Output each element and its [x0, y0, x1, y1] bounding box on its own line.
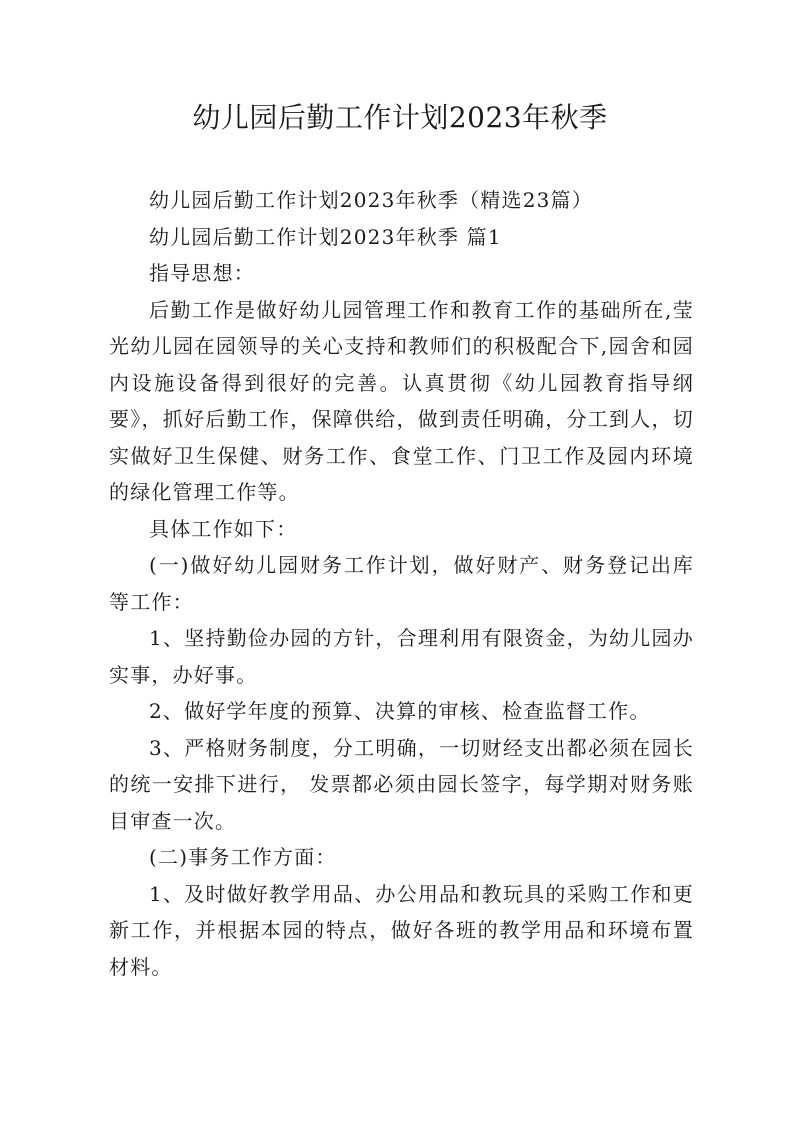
document-body [109, 182, 694, 985]
list-item: 3、严格财务制度，分工明确，一切财经支出都必须在园长的统一安排下进行， 发票都必须由园长签字，每学期对财务账目审查一次。 [109, 735, 694, 833]
guiding-thought-heading: 指导思想： [149, 261, 255, 285]
section-heading: 幼儿园后勤工作计划2023年秋季 篇1 [149, 224, 502, 249]
document-title: 幼儿园后勤工作计划2023年秋季 [192, 101, 608, 134]
work-list-heading: 具体工作如下： [149, 516, 298, 541]
list-item: 1、及时做好教学用品、办公用品和教玩具的采购工作和更新工作，并根据本园的特点，做好各班的教学用品和环境布置材料。 [109, 881, 694, 979]
subsection-heading-finance: (一)做好幼儿园财务工作计划，做好财产、财务登记出库等工作： [109, 553, 694, 614]
list-item: 2、做好学年度的预算、决算的审核、检查监督工作。 [149, 699, 651, 723]
list-item: 1、坚持勤俭办园的方针，合理利用有限资金，为幼儿园办实事，办好事。 [109, 626, 694, 687]
body-paragraph: 后勤工作是做好幼儿园管理工作和教育工作的基础所在,莹光幼儿园在园领导的关心支持和教师们的积极配合下,园舍和园内设施设备得到很好的完善。认真贯彻《幼儿园教育指导纲要》，抓好后勤工作，保障供给，做到责任明确，分工到人，切实做好卫生保健、财务工作、食堂工作、门卫工作及园内环境的绿化管理工作等。 [109, 297, 694, 504]
subsection-heading-affairs: (二)事务工作方面： [149, 845, 337, 869]
subtitle-paragraph: 幼儿园后勤工作计划2023年秋季（精选23篇） [149, 188, 593, 212]
